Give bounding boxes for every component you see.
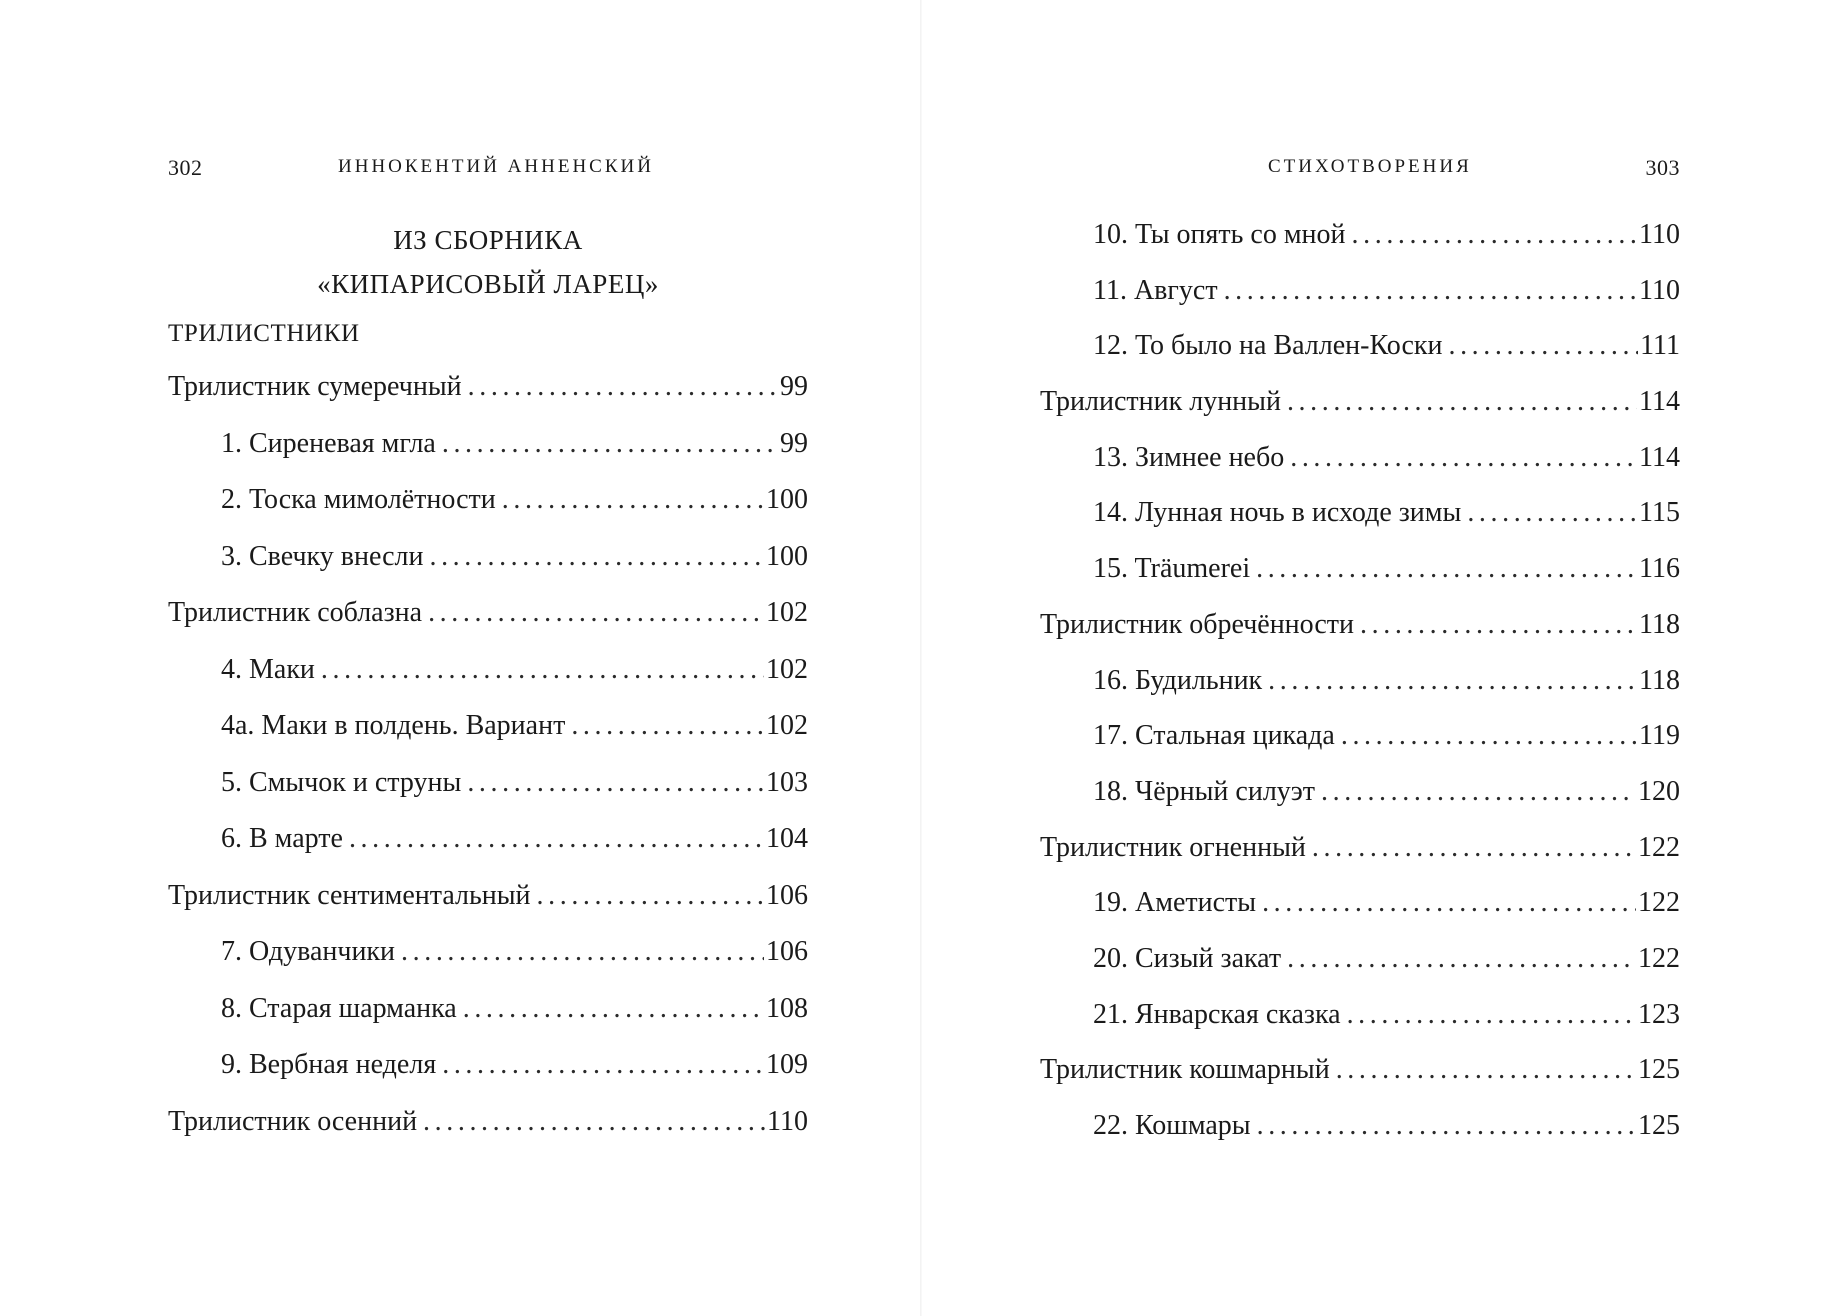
entry-title: Трилистник огненный xyxy=(1040,831,1306,863)
entry-title: 5. Смычок и струны xyxy=(221,766,462,798)
entry-title: 4а. Маки в полдень. Вариант xyxy=(221,710,566,741)
entry-title: 16. Будильник xyxy=(1093,664,1263,696)
entry-page-number: 102 xyxy=(766,710,808,741)
dot-leader xyxy=(1448,330,1638,362)
dot-leader xyxy=(1336,1054,1636,1086)
toc-entry-poem xyxy=(1040,887,1680,943)
section-title-line-2: «КИПАРИСОВЫЙ ЛАРЕЦ» xyxy=(317,269,659,299)
entry-page-number: 118 xyxy=(1639,608,1680,640)
entry-page-number: 103 xyxy=(766,766,808,798)
toc-entry-cycle xyxy=(168,1106,808,1163)
entry-page-number: 122 xyxy=(1638,887,1680,919)
entry-title: Трилистник кошмарный xyxy=(1040,1054,1330,1086)
dot-leader xyxy=(1262,887,1636,919)
toc-entry-cycle xyxy=(168,371,808,428)
dot-leader xyxy=(1341,720,1637,752)
toc-entry-cycle xyxy=(168,597,808,654)
entry-page-number: 125 xyxy=(1638,1110,1680,1141)
left-running-title: ИННОКЕНТИЙ АННЕНСКИЙ xyxy=(338,156,654,177)
left-page-number: 302 xyxy=(168,155,203,180)
dot-leader xyxy=(429,541,764,573)
entry-page-number: 110 xyxy=(1639,219,1680,250)
dot-leader xyxy=(442,428,778,460)
entry-title: Трилистник лунный xyxy=(1040,386,1281,418)
group-label: ТРИЛИСТНИКИ xyxy=(168,320,360,347)
dot-leader xyxy=(1312,832,1636,864)
entry-page-number: 115 xyxy=(1639,497,1680,529)
entry-title: 11. Август xyxy=(1093,274,1218,306)
toc-entry-poem xyxy=(1040,330,1680,386)
entry-page-number: 111 xyxy=(1640,330,1680,362)
toc-entry-poem xyxy=(1040,999,1680,1055)
page-gutter xyxy=(920,0,922,1316)
toc-entry-cycle xyxy=(1040,386,1680,442)
toc-entry-cycle xyxy=(1040,609,1680,665)
entry-page-number: 99 xyxy=(780,427,808,459)
entry-page-number: 109 xyxy=(766,1049,808,1080)
entry-page-number: 100 xyxy=(766,484,808,515)
entry-title: 4. Маки xyxy=(221,653,315,685)
entry-title: 20. Сизый закат xyxy=(1093,942,1282,974)
entry-page-number: 118 xyxy=(1639,664,1680,696)
dot-leader xyxy=(1290,442,1637,474)
dot-leader xyxy=(401,936,764,968)
toc-entry-poem xyxy=(168,428,808,485)
dot-leader xyxy=(428,597,764,629)
dot-leader xyxy=(442,1049,764,1081)
toc-entry-poem xyxy=(1040,275,1680,331)
right-running-head xyxy=(1040,155,1680,185)
toc-entry-poem xyxy=(168,710,808,767)
toc-entry-poem xyxy=(1040,720,1680,776)
entry-page-number: 104 xyxy=(766,823,808,854)
dot-leader xyxy=(571,710,764,742)
toc-entry-poem xyxy=(168,541,808,598)
entry-page-number: 114 xyxy=(1639,441,1680,473)
entry-title: 21. Январская сказка xyxy=(1093,998,1341,1030)
entry-page-number: 119 xyxy=(1639,720,1680,752)
entry-page-number: 125 xyxy=(1638,1054,1680,1086)
toc-entry-poem xyxy=(168,767,808,824)
toc-entry-cycle xyxy=(1040,1054,1680,1110)
dot-leader xyxy=(1321,776,1636,808)
entry-title: 15. Träumerei xyxy=(1093,553,1251,585)
toc-entry-poem xyxy=(168,823,808,880)
entry-page-number: 108 xyxy=(766,992,808,1024)
dot-leader xyxy=(463,993,764,1025)
entry-page-number: 120 xyxy=(1638,775,1680,807)
entry-title: Трилистник обречённости xyxy=(1040,608,1355,640)
entry-title: 2. Тоска мимолётности xyxy=(221,484,496,515)
left-running-head xyxy=(168,155,808,185)
entry-page-number: 122 xyxy=(1638,831,1680,863)
toc-entry-poem xyxy=(168,654,808,711)
section-title xyxy=(168,218,808,306)
right-page xyxy=(1040,0,1680,1316)
entry-title: 7. Одуванчики xyxy=(221,936,396,967)
toc-entry-poem xyxy=(1040,442,1680,498)
section-title-line-1: ИЗ СБОРНИКА xyxy=(393,225,583,255)
toc-entry-cycle xyxy=(168,880,808,937)
entry-title: 13. Зимнее небо xyxy=(1093,441,1285,473)
entry-title: 14. Лунная ночь в исходе зимы xyxy=(1093,497,1462,529)
entry-page-number: 102 xyxy=(766,597,808,628)
toc-entry-poem xyxy=(168,484,808,541)
toc-entry-poem xyxy=(1040,943,1680,999)
dot-leader xyxy=(467,767,764,799)
entry-title: 17. Стальная цикада xyxy=(1093,720,1335,752)
entry-page-number: 106 xyxy=(766,936,808,967)
dot-leader xyxy=(537,880,764,912)
toc-entry-poem xyxy=(1040,665,1680,721)
left-toc-list xyxy=(168,371,808,1162)
entry-page-number: 106 xyxy=(766,879,808,911)
dot-leader xyxy=(1268,665,1637,697)
entry-page-number: 114 xyxy=(1639,386,1680,418)
entry-title: 1. Сиреневая мгла xyxy=(221,427,436,459)
toc-entry-poem xyxy=(168,1049,808,1106)
dot-leader xyxy=(1360,609,1637,641)
right-toc-list xyxy=(1040,219,1680,1166)
entry-page-number: 116 xyxy=(1639,553,1680,585)
dot-leader xyxy=(1467,497,1637,529)
dot-leader xyxy=(321,654,764,686)
right-page-number: 303 xyxy=(1645,155,1680,180)
entry-title: Трилистник сентиментальный xyxy=(168,879,531,911)
toc-entry-poem xyxy=(168,936,808,993)
toc-entry-poem xyxy=(168,993,808,1050)
dot-leader xyxy=(423,1106,765,1138)
entry-page-number: 110 xyxy=(767,1105,808,1137)
entry-page-number: 100 xyxy=(766,540,808,572)
dot-leader xyxy=(1347,999,1636,1031)
toc-entry-poem xyxy=(1040,553,1680,609)
dot-leader xyxy=(349,823,764,855)
entry-title: 22. Кошмары xyxy=(1093,1110,1251,1141)
entry-page-number: 122 xyxy=(1638,942,1680,974)
entry-title: 18. Чёрный силуэт xyxy=(1093,775,1316,807)
right-running-title: СТИХОТВОРЕНИЯ xyxy=(1268,156,1472,177)
toc-entry-poem xyxy=(1040,776,1680,832)
entry-title: Трилистник сумеречный xyxy=(168,371,462,402)
toc-entry-poem xyxy=(1040,219,1680,275)
entry-page-number: 102 xyxy=(766,653,808,685)
dot-leader xyxy=(502,484,764,516)
toc-entry-poem xyxy=(1040,1110,1680,1166)
entry-title: Трилистник соблазна xyxy=(168,597,423,628)
dot-leader xyxy=(1287,943,1636,975)
dot-leader xyxy=(1287,386,1637,418)
toc-entry-poem xyxy=(1040,497,1680,553)
entry-title: 10. Ты опять со мной xyxy=(1093,219,1346,250)
dot-leader xyxy=(468,371,778,403)
dot-leader xyxy=(1224,275,1637,307)
entry-title: 6. В марте xyxy=(221,823,343,854)
entry-title: 3. Свечку внесли xyxy=(221,540,424,572)
entry-title: 19. Аметисты xyxy=(1093,887,1257,919)
entry-page-number: 110 xyxy=(1639,274,1680,306)
entry-title: 8. Старая шарманка xyxy=(221,992,457,1024)
dot-leader xyxy=(1256,553,1637,585)
dot-leader xyxy=(1257,1110,1636,1142)
entry-title: 12. То было на Валлен-Коски xyxy=(1093,330,1443,362)
dot-leader xyxy=(1352,219,1638,251)
entry-page-number: 123 xyxy=(1638,998,1680,1030)
left-page xyxy=(168,0,808,1316)
entry-title: Трилистник осенний xyxy=(168,1105,418,1137)
entry-page-number: 99 xyxy=(780,371,808,402)
entry-title: 9. Вербная неделя xyxy=(221,1049,437,1080)
toc-entry-cycle xyxy=(1040,832,1680,888)
